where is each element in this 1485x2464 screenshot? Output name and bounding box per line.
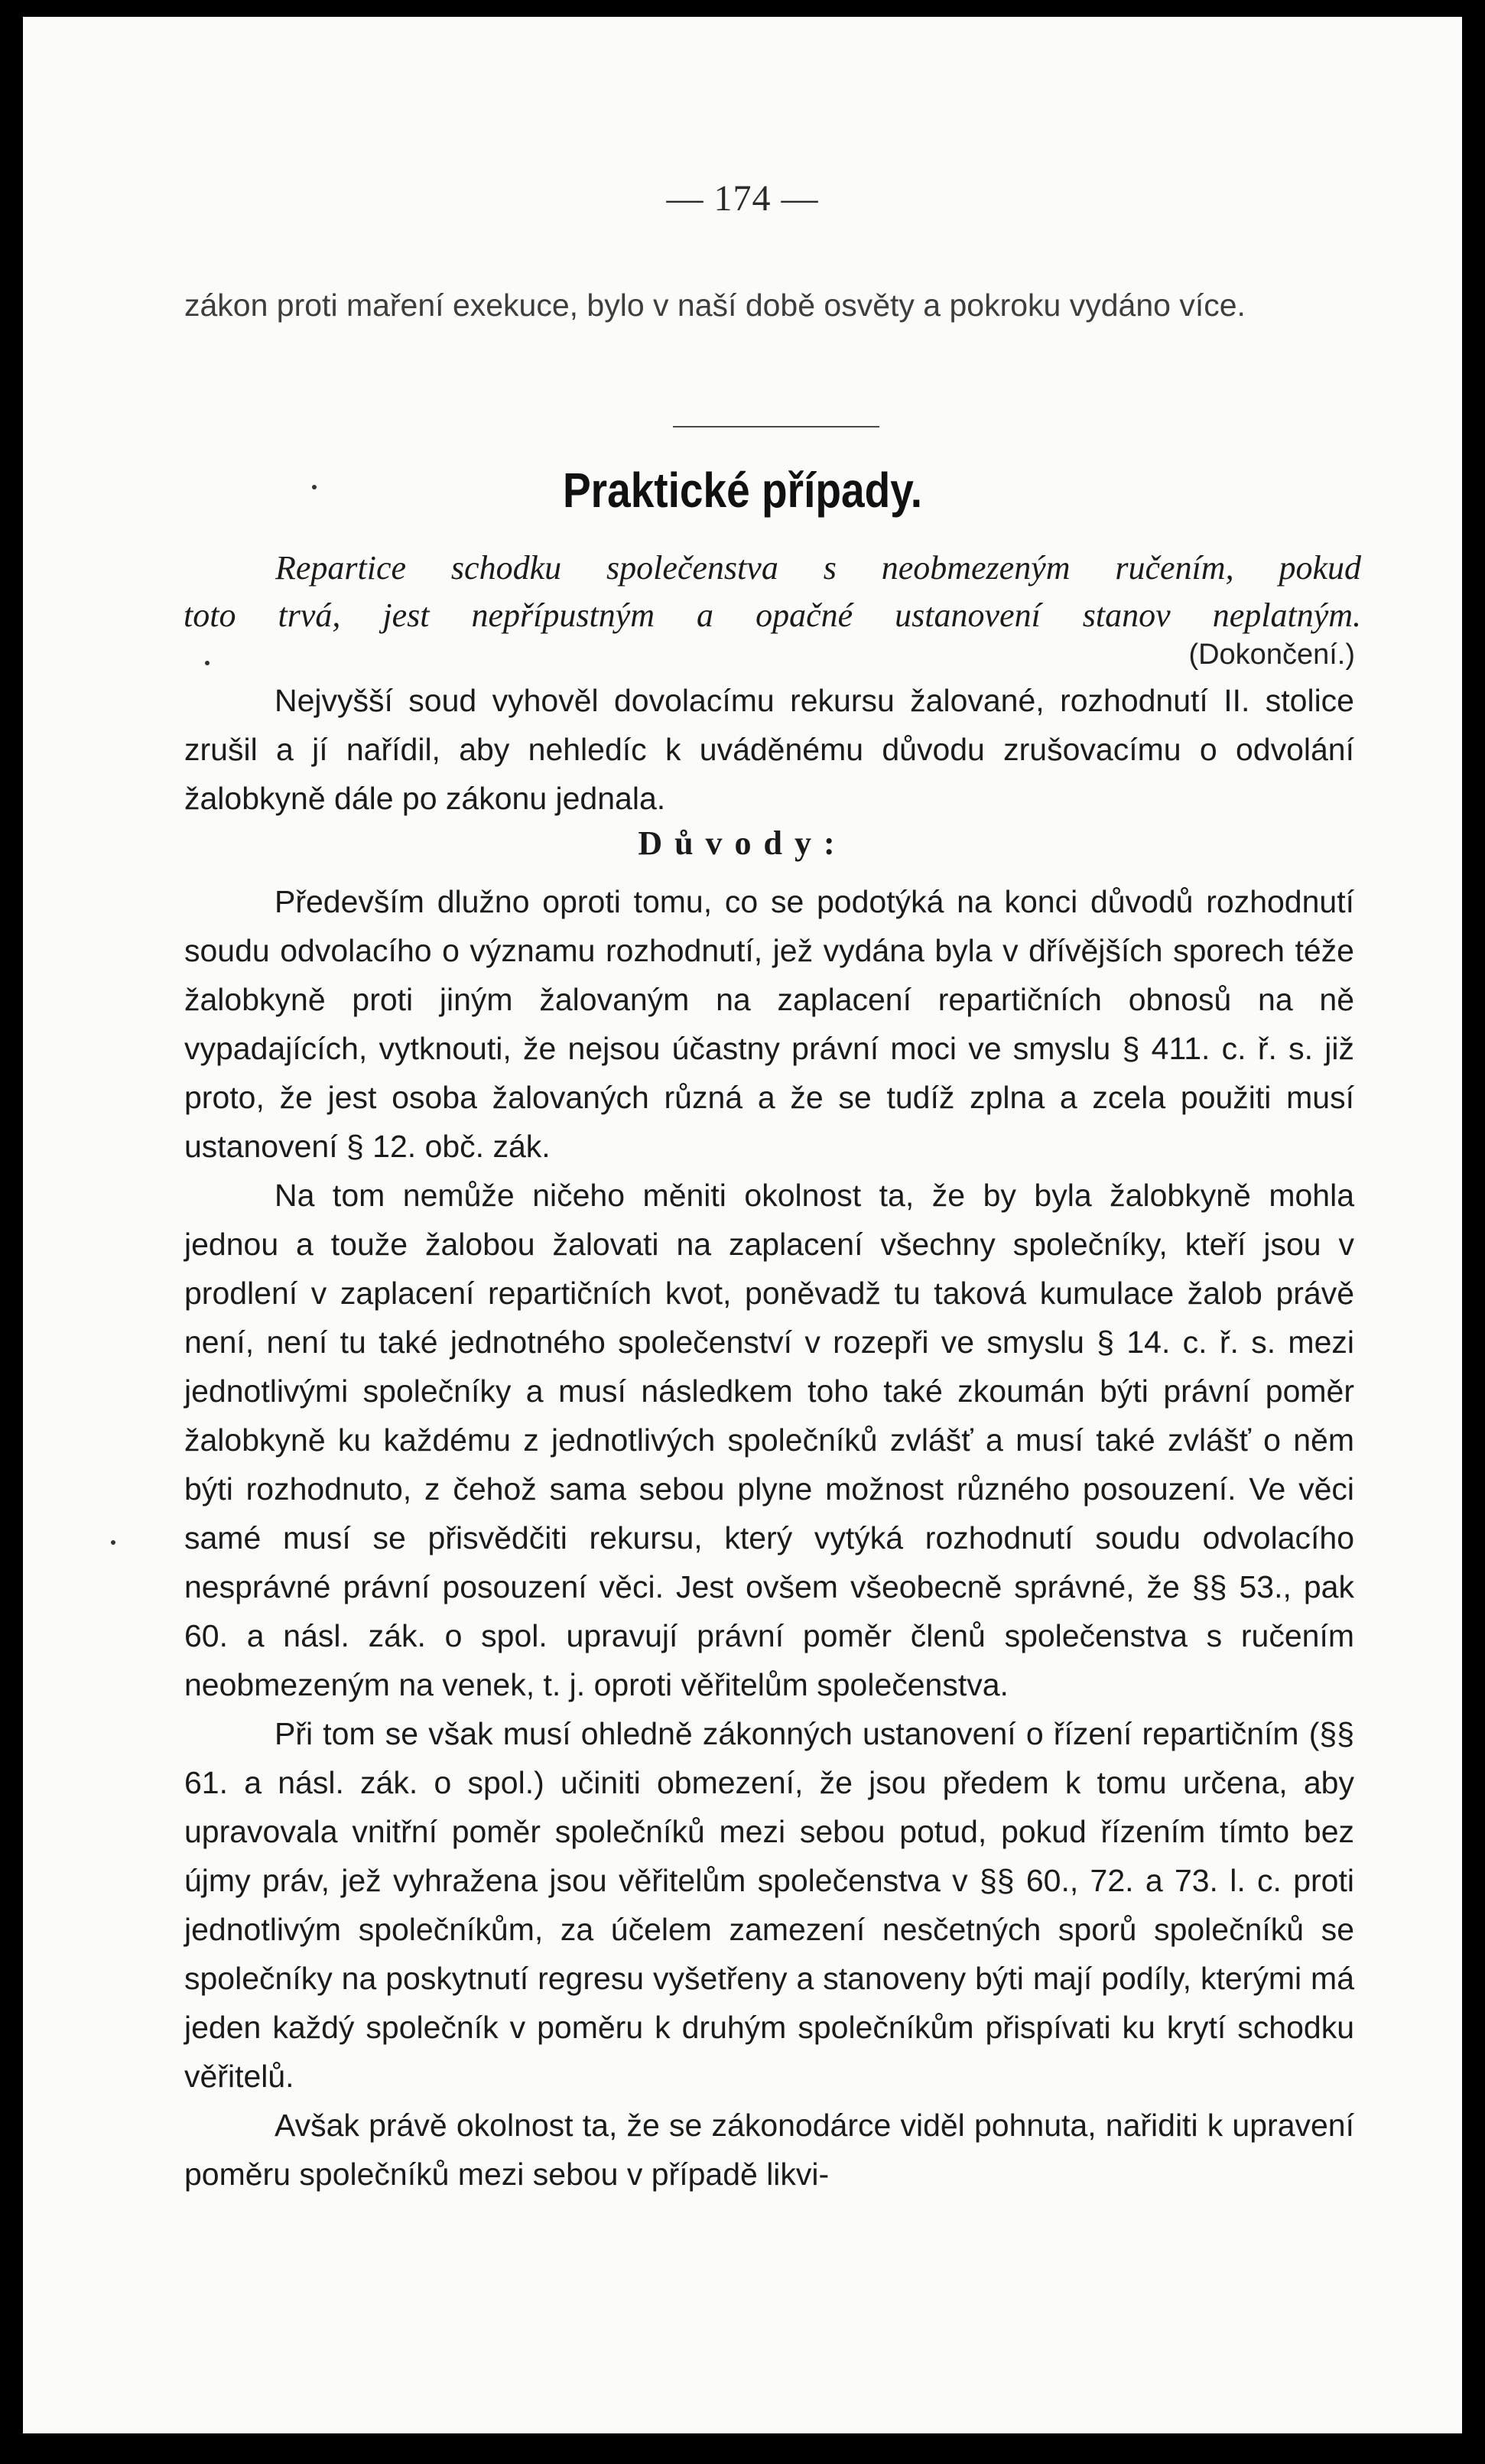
reasons-body bbox=[184, 877, 1354, 2199]
section-divider bbox=[673, 426, 879, 427]
intro-paragraph: zákon proti maření exekuce, bylo v naší době osvěty a pokroku vydáno více. bbox=[184, 288, 1246, 323]
case-heading-line-2: toto trvá, jest nepřípustným a opačné ustanovení stanov neplatným. bbox=[184, 596, 1361, 634]
reasons-paragraph-4: Avšak právě okolnost ta, že se zákonodárce viděl pohnuta, nařiditi k upravení poměru společníků mezi sebou v případě likvi- bbox=[184, 2108, 1354, 2192]
scan-speck bbox=[111, 1540, 115, 1545]
verdict-text: Nejvyšší soud vyhověl dovolacímu rekursu žalované, rozhodnutí II. stolice zrušil a jí nařídil, aby nehledíc k uváděnému důvodu zrušovacímu o odvolání žalobkyně dále po zákonu jednala. bbox=[184, 683, 1354, 816]
page-number: — 174 — bbox=[666, 178, 819, 219]
verdict-paragraph bbox=[184, 676, 1354, 823]
scan-speck bbox=[205, 661, 210, 665]
document-page bbox=[23, 17, 1462, 2433]
scan-speck bbox=[312, 485, 317, 489]
reasons-paragraph-1: Především dlužno oproti tomu, co se podotýká na konci důvodů rozhodnutí soudu odvolacího o významu rozhodnutí, jež vydána byla v dřívějších sporech téže žalobkyně proti jiným žalovaným na zaplacení repartičních obnosů na ně vypadajících, vytknouti, že nejsou účastny právní moci ve smyslu § 411. c. ř. s. již proto, že jest osoba žalovaných různá a že se tudíž zplna a zcela použiti musí ustanovení § 12. obč. zák. bbox=[184, 884, 1354, 1164]
case-heading-line-1: Repartice schodku společenstva s neobmezeným ručením, pokud bbox=[275, 549, 1361, 587]
reasons-paragraph-2: Na tom nemůže ničeho měniti okolnost ta, že by byla žalobkyně mohla jednou a touže žalobou žalovati na zaplacení všechny společníky, kteří jsou v prodlení v zaplacení repartičních kvot, poněvadž tu taková kumulace žalob právě není, není tu také jednotného společenství v rozepři ve smyslu § 14. c. ř. s. mezi jednotlivými společníky a musí následkem toho také zkoumán býti právní poměr žalobkyně ku každému z jednotlivých společníků zvlášť a musí také zvlášť o něm býti rozhodnuto, z čehož sama sebou plyne možnost různého posouzení. Ve věci samé musí se přisvědčiti rekursu, který vytýká rozhodnutí soudu odvolacího nesprávné právní posouzení věci. Jest ovšem všeobecně správné, že §§ 53., pak 60. a násl. zák. o spol. upravují právní poměr členů společenstva s ručením neobmezeným na venek, t. j. oproti věřitelům společenstva. bbox=[184, 1178, 1354, 1702]
continued-note: (Dokončení.) bbox=[1188, 639, 1355, 671]
reasons-title: Důvody: bbox=[638, 824, 847, 862]
case-heading bbox=[184, 544, 1361, 639]
reasons-paragraph-3: Při tom se však musí ohledně zákonných ustanovení o řízení repartičním (§§ 61. a násl. zák. o spol.) učiniti obmezení, že jsou předem k tomu určena, aby upravovala vnitřní poměr společníků mezi sebou potud, pokud řízením tímto bez újmy práv, jež vyhražena jsou věřitelům společenstva v §§ 60., 72. a 73. l. c. proti jednotlivým společníkům, za účelem zamezení nesčetných sporů společníků se společníky na poskytnutí regresu vyšetřeny a stanoveny býti mají podíly, kterými má jeden každý společník v poměru k druhým společníkům přispívati ku krytí schodku věřitelů. bbox=[184, 1716, 1354, 2094]
section-title: Praktické případy. bbox=[562, 463, 923, 518]
